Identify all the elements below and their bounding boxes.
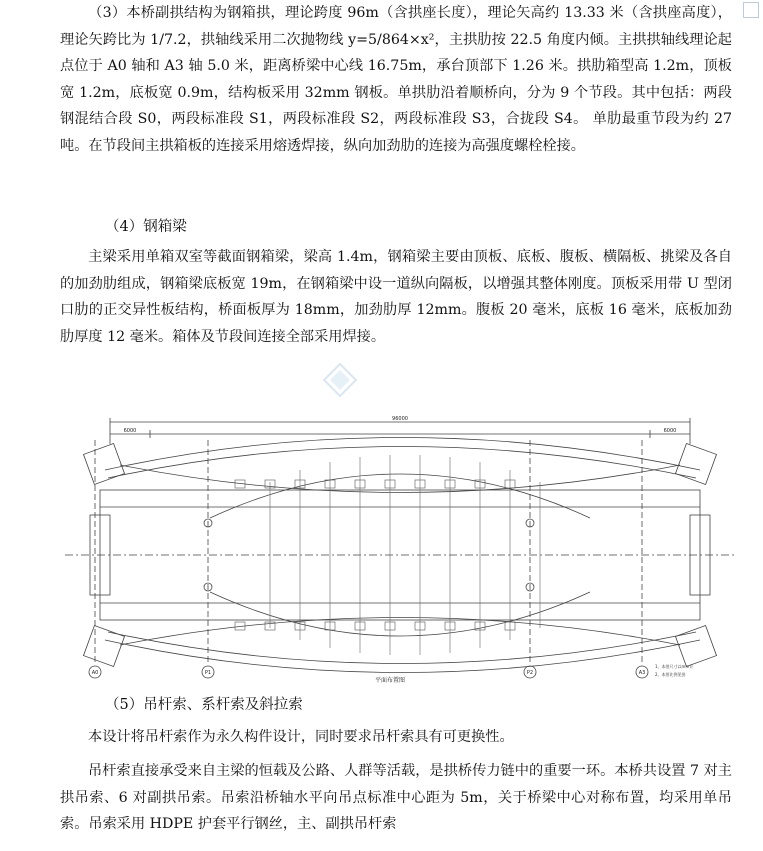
figure-note-1: 1、本图尺寸以mm计 <box>655 664 694 669</box>
section-3-text: （3）本桥副拱结构为钢箱拱，理论跨度 96m（含拱座长度），理论矢高约 13.33 米（含拱座高度），理论矢跨比为 1/7.2，拱轴线采用二次抛物线 y=5/864×x²，主拱肋按 22.5 角度内倾。主拱拱轴线理论起点位于 A0 轴和 A3 轴 5.0 米，距离桥梁中心线 16.75m，承台顶部下 1.26 米。拱肋箱型高 1.2m，顶板宽 1.2m，底板宽 0.9m，结构板采用 32mm 钢板。单拱肋沿着顺桥向，分为 9 个节段。其中包括：两段钢混结合段 S0，两段标准段 S1，两段标准段 S2，两段标准段 S3，合拢段 S4。 单肋最重节段为约 27 吨。在节段间主拱箱板的连接采用熔透焊接，纵向加劲肋的连接为高强度螺栓栓接。 <box>60 5 732 154</box>
section-5-text-1: 本设计将吊杆索作为永久构件设计，同时要求吊杆索具有可更换性。 <box>88 729 514 745</box>
corner-mark-icon <box>743 2 759 18</box>
section-4-text: 主梁采用单箱双室等截面钢箱梁，梁高 1.4m，钢箱梁主要由顶板、底板、腹板、横隔板、挑梁及各自的加劲肋组成，钢箱梁底板宽 19m，在钢箱梁中设一道纵向隔板，以增强其整体刚度。顶板采用带 U 型闭口肋的正交异性板结构，桥面板厚为 18mm，加劲肋厚 12mm。腹板 20 毫米，底板 16 毫米，底板加劲肋厚度 12 毫米。箱体及节段间连接全部采用焊接。 <box>60 249 732 345</box>
dimension-right: 6000 <box>663 428 677 434</box>
watermark-logo-icon <box>320 360 360 400</box>
figure-caption: 平面布置图 <box>374 677 406 684</box>
section-5-heading: （5）吊杆索、系杆索及斜拉索 <box>105 697 303 713</box>
section-5-paragraph-1 <box>60 724 732 751</box>
section-5-text-2: 吊杆索直接承受来自主梁的恒载及公路、人群等活载，是拱桥传力链中的重要一环。本桥共设置 7 对主拱吊索、6 对副拱吊索。吊索沿桥轴水平向吊点标准中心距为 5m，关于桥梁中心对称布置，均采用单吊索。吊索采用 HDPE 护套平行钢丝，主、副拱吊杆索 <box>60 763 732 833</box>
axis-label-p1: P1 <box>204 670 212 676</box>
dimension-total: 96000 <box>392 416 408 422</box>
figure-note-2: 2、本图比例见图 <box>655 672 686 677</box>
section-4-heading: （4）钢箱梁 <box>105 219 187 235</box>
section-3-paragraph <box>60 0 732 160</box>
axis-label-a0: A0 <box>91 670 99 676</box>
axis-label-a3: A3 <box>638 670 646 676</box>
section-4-paragraph <box>60 244 732 350</box>
section-5-paragraph-2 <box>60 758 732 838</box>
dimension-left: 6000 <box>123 428 137 434</box>
plan-layout-drawing <box>60 410 740 685</box>
axis-label-p2: P2 <box>526 670 534 676</box>
